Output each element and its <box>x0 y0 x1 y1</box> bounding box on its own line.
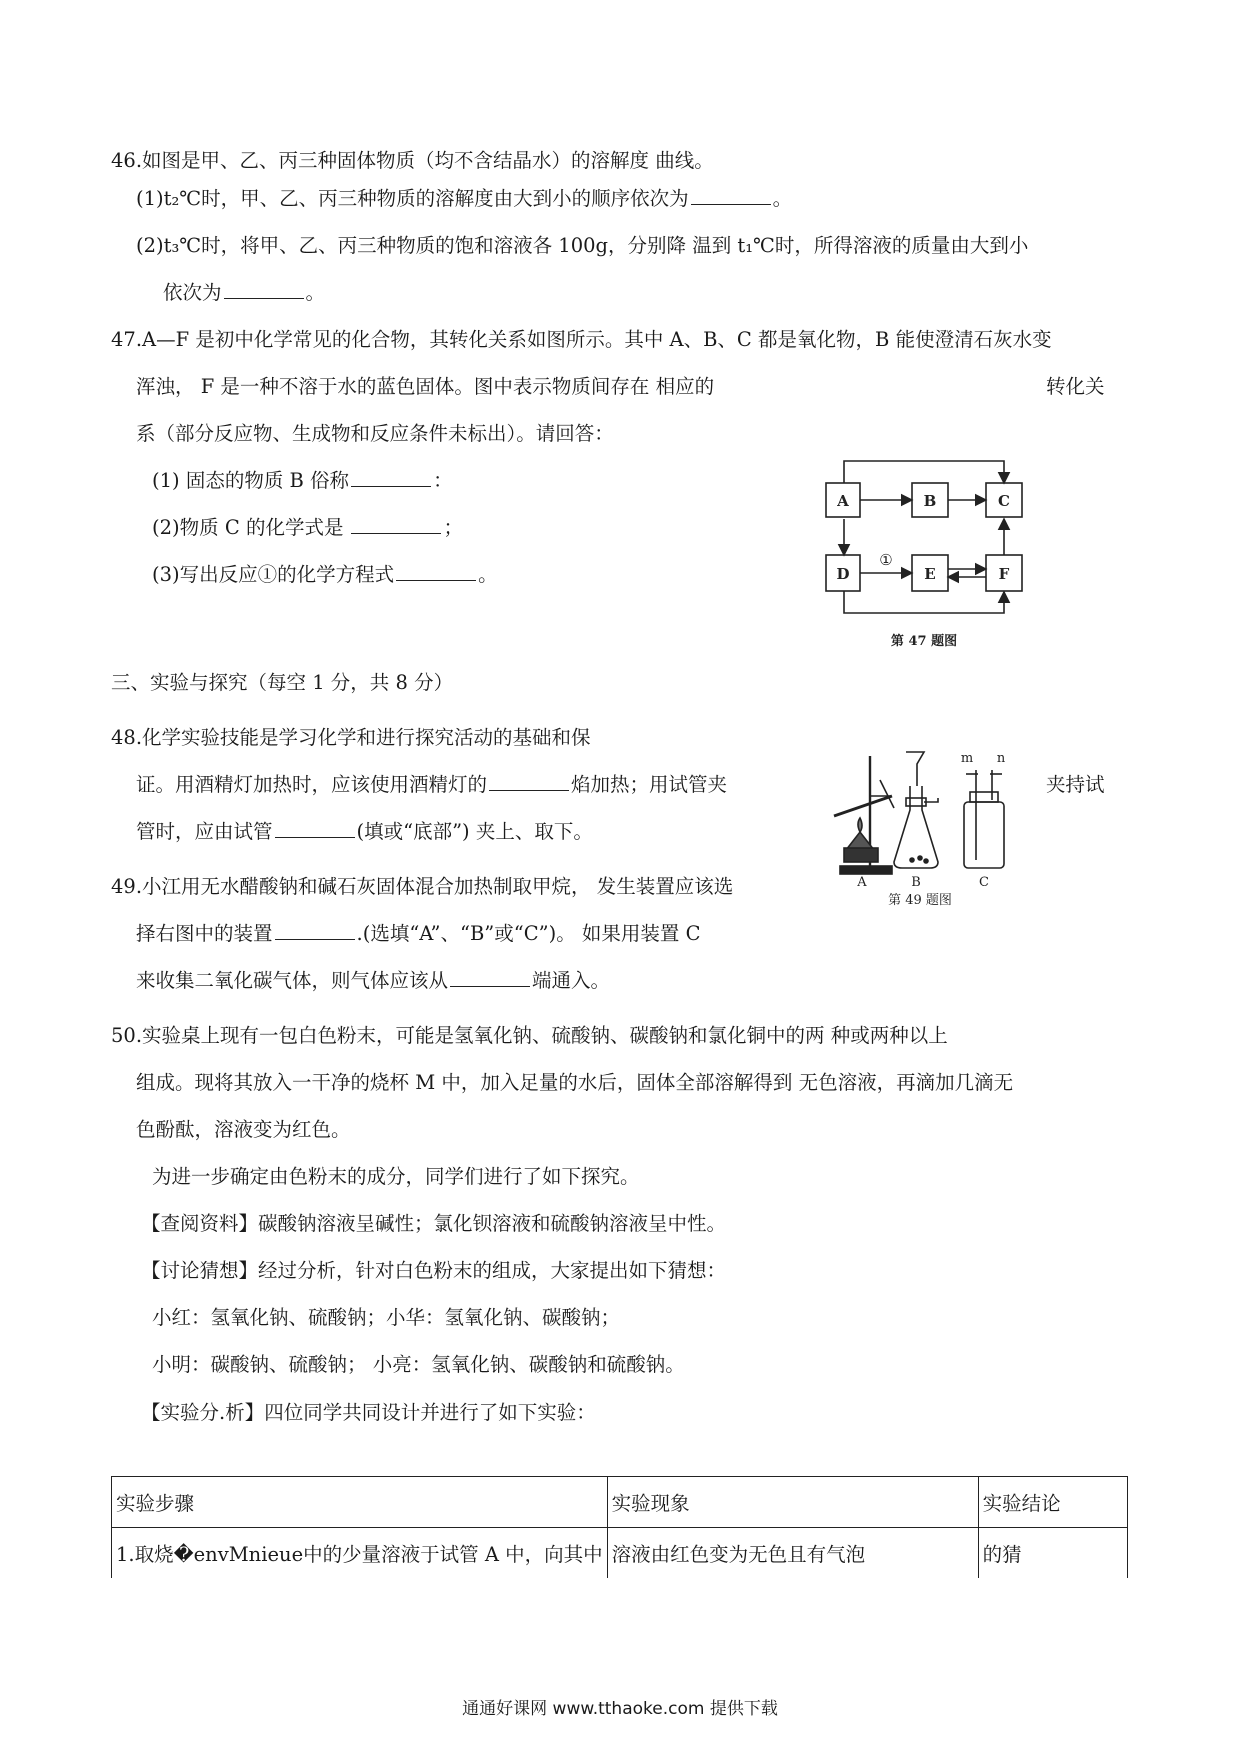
node-b: B <box>923 492 937 510</box>
q47-part3-end: 。 <box>478 563 498 586</box>
answer-blank[interactable] <box>224 297 304 299</box>
q48-line2-tail: 夹持试 <box>1046 773 1105 796</box>
q46-part2-end: 。 <box>305 281 326 304</box>
node-a: A <box>837 492 849 510</box>
q49-figure <box>820 740 1040 915</box>
q49-line1: 49.小江用无水醋酸钠和碱石灰固体混合加热制取甲烷， 发生装置应该选 <box>111 875 734 898</box>
q46-part1-text: (1)t₂℃时，甲、乙、丙三种物质的溶解度由大到小的顺序依次为 <box>136 187 689 210</box>
q49-line2-text-a: 择右图中的装置 <box>136 922 273 945</box>
reaction-mark: ① <box>879 551 893 569</box>
answer-blank[interactable] <box>351 485 431 487</box>
q46-stem: 46.如图是甲、乙、丙三种固体物质（均不含结晶水）的溶解度 曲线。 <box>111 149 714 172</box>
q47-part2-end: ； <box>443 516 463 539</box>
answer-blank[interactable] <box>691 203 771 205</box>
node-c: C <box>998 492 1010 510</box>
q50-line9: 【实验分.析】四位同学共同设计并进行了如下实验： <box>141 1401 596 1424</box>
q46-part1 <box>136 185 792 213</box>
q49-line3-text-b: 端通入。 <box>532 969 611 992</box>
q47-part3-text: (3)写出反应①的化学方程式 <box>152 563 395 586</box>
q50-line6: 【讨论猜想】经过分析，针对白色粉末的组成，大家提出如下猜想： <box>141 1259 727 1282</box>
q47-part1-end: ： <box>433 469 453 492</box>
q50-line7: 小红：氢氧化钠、硫酸钠；小华：氢氧化钠、碳酸钠； <box>152 1306 621 1329</box>
q46-part1-end: 。 <box>772 187 793 210</box>
node-e: E <box>924 565 936 583</box>
q46-part2-line1: (2)t₃℃时，将甲、乙、丙三种物质的饱和溶液各 100g，分别降 温到 t₁℃时，所得溶液的质量由大到小 <box>136 234 1029 257</box>
q50-line2: 组成。现将其放入一干净的烧杯 M 中，加入足量的水后，固体全部溶解得到 无色溶液，再滴加几滴无 <box>136 1071 1014 1094</box>
q47-part1 <box>152 467 453 495</box>
q47-part2-text: (2)物质 C 的化学式是 <box>152 516 344 539</box>
q47-figure-caption: 第 47 题图 <box>890 634 958 649</box>
apparatus-c-label: C <box>979 875 989 890</box>
table-header-conclusion: 实验结论 <box>978 1477 1127 1528</box>
port-m-label: m <box>960 751 974 766</box>
q47-part1-text: (1) 固态的物质 B 俗称 <box>152 469 350 492</box>
answer-blank[interactable] <box>351 532 441 534</box>
q47-stem-line2-tail: 转化关 <box>1046 375 1105 398</box>
q48-line3-text-b: (填或“底部”) 夹上、取下。 <box>356 820 593 843</box>
q47-figure <box>810 455 1030 660</box>
apparatus-b-label: B <box>911 875 921 890</box>
q48-line3 <box>136 818 593 846</box>
q49-line3 <box>136 967 610 995</box>
q49-line3-text-a: 来收集二氧化碳气体，则气体应该从 <box>136 969 449 992</box>
node-d: D <box>836 565 850 583</box>
q47-part2 <box>152 514 463 542</box>
q50-line3: 色酚酞，溶液变为红色。 <box>136 1118 351 1141</box>
experiment-table <box>111 1476 1128 1578</box>
answer-blank[interactable] <box>275 836 355 838</box>
q50-line5: 【查阅资料】碳酸钠溶液呈碱性；氯化钡溶液和硫酸钠溶液呈中性。 <box>141 1212 727 1235</box>
q50-line4: 为进一步确定由色粉末的成分，同学们进行了如下探究。 <box>152 1165 640 1188</box>
apparatus-a-label: A <box>857 875 867 890</box>
q46-part2-text: 依次为 <box>163 281 222 304</box>
table-cell-step: 1.取烧�envMnieue中的少量溶液于试管 A 中，向其中 <box>112 1528 608 1579</box>
q48-line1: 48.化学实验技能是学习化学和进行探究活动的基础和保 <box>111 726 591 749</box>
q46-part2-line2 <box>163 279 325 307</box>
table-row <box>112 1528 1128 1579</box>
q49-line2-text-b: .(选填“A”、“B”或“C”)。 如果用装置 C <box>356 922 701 945</box>
q48-line2-text-a: 证。用酒精灯加热时，应该使用酒精灯的 <box>136 773 488 796</box>
table-header-row <box>112 1477 1128 1528</box>
table-cell-phenomenon: 溶液由红色变为无色且有气泡 <box>607 1528 978 1579</box>
section-title: 三、实验与探究（每空 1 分，共 8 分） <box>111 671 454 694</box>
answer-blank[interactable] <box>275 938 355 940</box>
q48-line3-text-a: 管时，应由试管 <box>136 820 273 843</box>
page-footer: 通通好课网 www.tthaoke.com 提供下载 <box>462 1699 778 1719</box>
table-cell-conclusion: 的猜 <box>978 1528 1127 1579</box>
q50-line8: 小明：碳酸钠、硫酸钠； 小亮：氢氧化钠、碳酸钠和硫酸钠。 <box>152 1353 685 1376</box>
port-n-label: n <box>996 751 1006 766</box>
answer-blank[interactable] <box>489 789 569 791</box>
table-header-phenomena: 实验现象 <box>607 1477 978 1528</box>
answer-blank[interactable] <box>396 579 476 581</box>
q47-stem-line3: 系（部分反应物、生成物和反应条件未标出）。请回答： <box>136 422 614 445</box>
q47-part3 <box>152 561 498 589</box>
q49-figure-caption: 第 49 题图 <box>888 893 952 908</box>
q49-line2 <box>136 920 701 948</box>
node-f: F <box>998 565 1010 583</box>
q50-line1: 50.实验桌上现有一包白色粉末，可能是氢氧化钠、硫酸钠、碳酸钠和氯化铜中的两 种或两种以上 <box>111 1024 948 1047</box>
q47-stem-line1: 47.A—F 是初中化学常见的化合物，其转化关系如图所示。其中 A、B、C 都是氧化物，B 能使澄清石灰水变 <box>111 328 1052 351</box>
q48-line2-text-b: 焰加热；用试管夹 <box>571 773 728 796</box>
table-header-steps: 实验步骤 <box>112 1477 608 1528</box>
q47-stem-line2: 浑浊， F 是一种不溶于水的蓝色固体。图中表示物质间存在 相应的 <box>136 375 715 398</box>
answer-blank[interactable] <box>450 985 530 987</box>
q48-line2 <box>136 771 727 799</box>
